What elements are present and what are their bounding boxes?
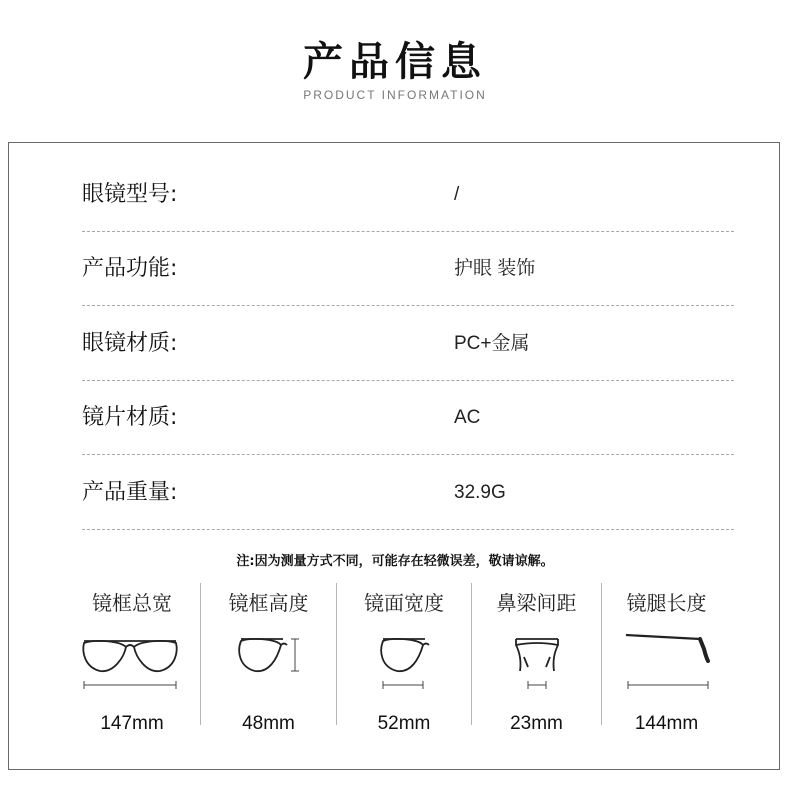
- spec-value: /: [454, 184, 460, 205]
- measure-total-width: [64, 583, 200, 734]
- spec-label: 产品功能:: [82, 256, 178, 281]
- measurement-note: 注:因为测量方式不同，可能存在轻微误差，敬请谅解。: [236, 554, 554, 569]
- bridge-width-icon: [472, 627, 602, 697]
- spec-row-model: [82, 158, 734, 232]
- spec-label: 眼镜材质:: [82, 331, 178, 356]
- spec-value: PC+金属: [454, 333, 530, 354]
- lens-width-icon: [337, 627, 472, 697]
- spec-label: 眼镜型号:: [82, 182, 178, 207]
- measure-value: 147mm: [100, 713, 164, 734]
- measure-label: 镜框总宽: [92, 591, 172, 615]
- glasses-front-width-icon: [64, 627, 200, 697]
- page-title: 产品信息: [303, 39, 487, 85]
- spec-value: AC: [454, 407, 481, 428]
- spec-label: 镜片材质:: [82, 405, 178, 430]
- spec-row-frame-material: [82, 307, 734, 381]
- measure-bridge-width: [471, 583, 601, 734]
- measure-value: 23mm: [510, 713, 563, 734]
- frame-height-icon: [201, 627, 337, 697]
- measure-value: 48mm: [242, 713, 295, 734]
- page-subtitle: PRODUCT INFORMATION: [303, 88, 487, 102]
- spec-row-lens-material: [82, 381, 734, 455]
- measure-value: 144mm: [634, 713, 699, 734]
- measure-label: 镜腿长度: [626, 591, 707, 615]
- measure-lens-width: [336, 583, 471, 734]
- measure-label: 镜框高度: [228, 591, 309, 615]
- spec-label: 产品重量:: [82, 480, 178, 505]
- measure-value: 52mm: [377, 713, 431, 734]
- measure-temple-length: [601, 583, 731, 734]
- spec-row-function: [82, 232, 734, 306]
- spec-value: 护眼 装饰: [454, 258, 536, 279]
- spec-value: 32.9G: [454, 482, 506, 503]
- measure-label: 鼻梁间距: [496, 591, 577, 615]
- measure-label: 镜面宽度: [364, 591, 444, 615]
- measure-frame-height: [200, 583, 336, 734]
- spec-row-weight: [82, 456, 734, 530]
- temple-length-icon: [602, 627, 732, 697]
